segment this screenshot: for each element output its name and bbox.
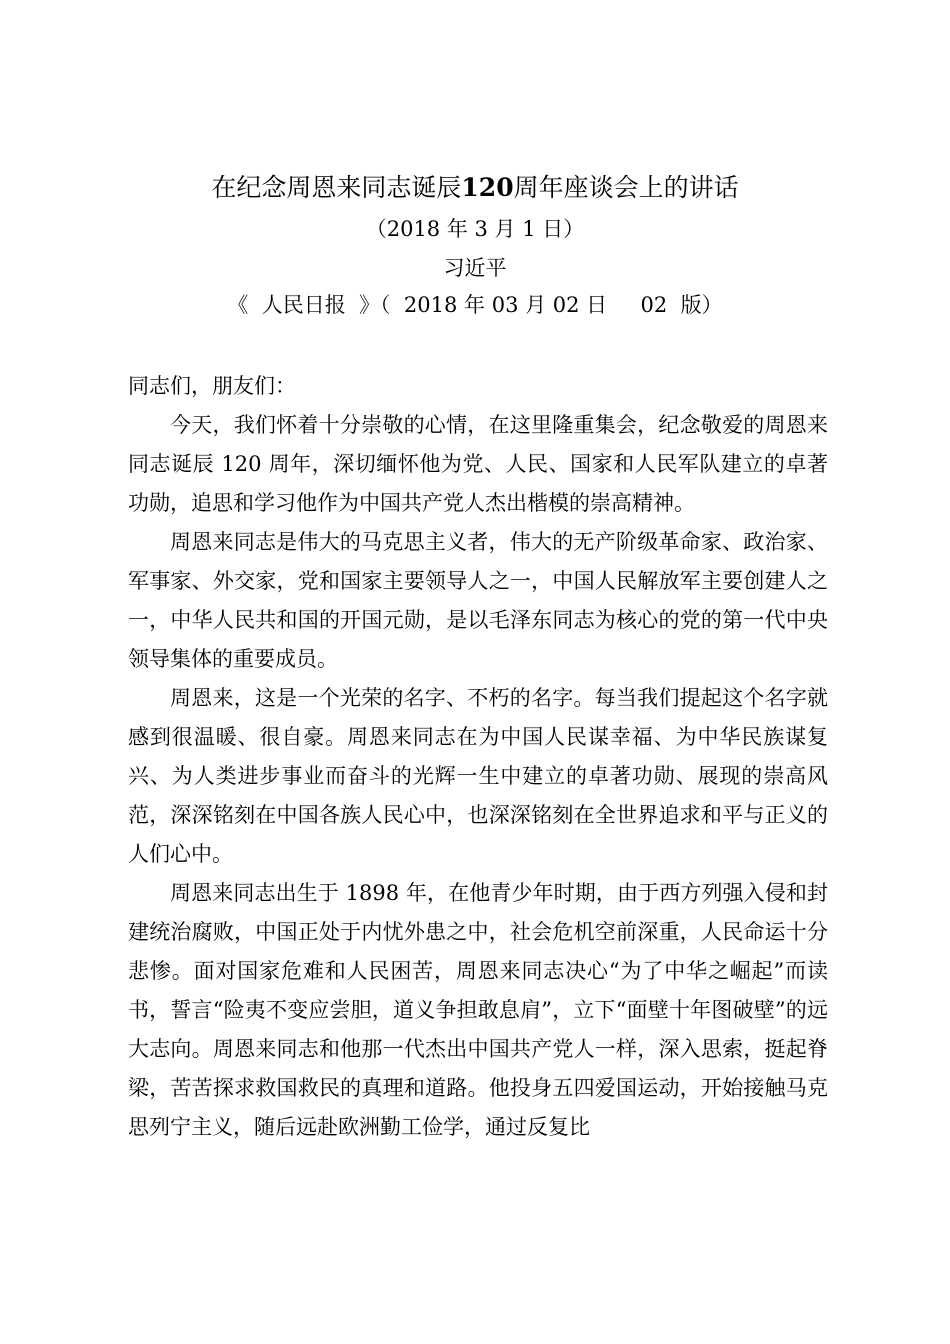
- paragraph: 今天，我们怀着十分崇敬的心情，在这里隆重集会，纪念敬爱的周恩来同志诞辰 120 周年，深切缅怀他为党、人民、国家和人民军队建立的卓著功勋，追思和学习他作为中国共产党人杰出楷模的崇高精神。: [128, 413, 828, 515]
- title-anniversary-number: 120: [461, 173, 514, 202]
- speech-body: [128, 367, 828, 1147]
- author-name: 习近平: [443, 256, 507, 280]
- salutation: 同志们，朋友们：: [128, 374, 296, 398]
- paragraph: 周恩来，这是一个光荣的名字、不朽的名字。每当我们提起这个名字就感到很温暖、很自豪。周恩来同志在为中国人民谋幸福、为中华民族谋复兴、为人类进步事业而奋斗的光辉一生中建立的卓著功勋、展现的崇高风范，深深铭刻在中国各族人民心中，也深深铭刻在全世界追求和平与正义的人们心中。: [128, 686, 828, 866]
- speech-date: （2018 年 3 月 1 日）: [365, 217, 585, 241]
- title-text-after: 周年座谈会上的讲话: [513, 173, 739, 202]
- document-title: [0, 170, 950, 206]
- paragraph: 周恩来同志是伟大的马克思主义者，伟大的无产阶级革命家、政治家、军事家、外交家，党和国家主要领导人之一，中国人民解放军主要创建人之一，中华人民共和国的开国元勋，是以毛泽东同志为核心的党的第一代中央领导集体的重要成员。: [128, 530, 828, 671]
- title-text-before: 在纪念周恩来同志诞辰: [211, 173, 462, 202]
- publication-source: 《 人民日报 》（ 2018 年 03 月 02 日 02 版）: [227, 293, 723, 317]
- paragraph: 周恩来同志出生于 1898 年，在他青少年时期，由于西方列强入侵和封建统治腐败，中国正处于内忧外患之中，社会危机空前深重，人民命运十分悲惨。面对国家危难和人民困苦，周恩来同志决心“为了中华之崛起”而读书，誓言“险夷不变应尝胆，道义争担敢息肩”，立下“面壁十年图破壁”的远大志向。周恩来同志和他那一代杰出中国共产党人一样，深入思索，挺起脊梁，苦苦探求救国救民的真理和道路。他投身五四爱国运动，开始接触马克思列宁主义，随后远赴欧洲勤工俭学，通过反复比: [128, 881, 828, 1139]
